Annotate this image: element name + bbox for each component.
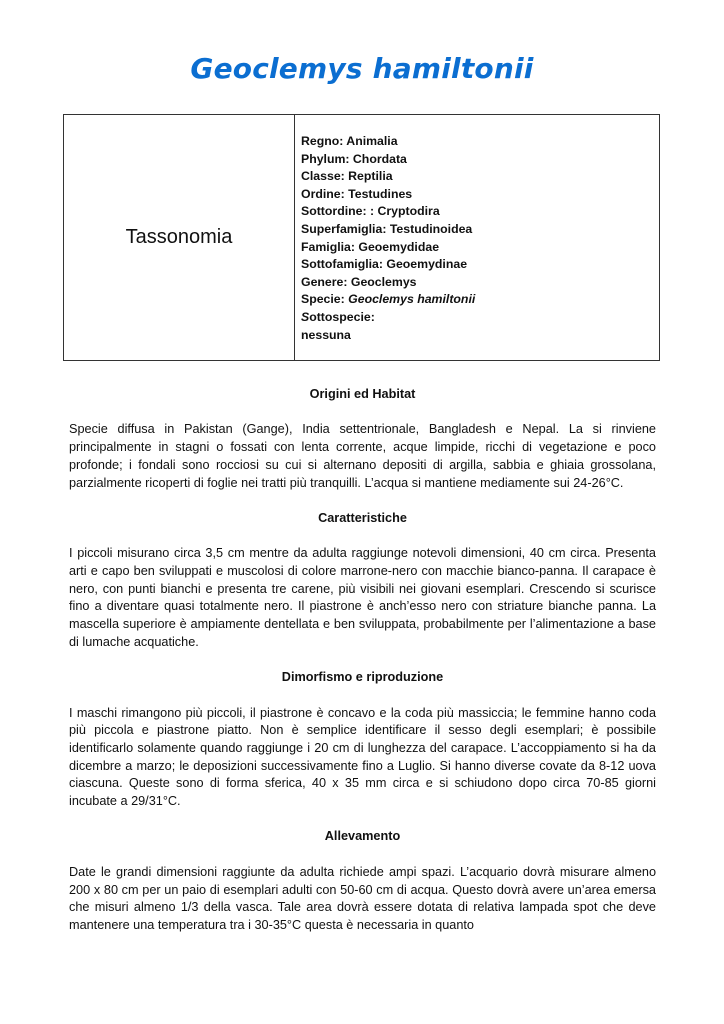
taxonomy-regno: Regno: Animalia xyxy=(301,134,398,148)
section-text-allevamento: Date le grandi dimensioni raggiunte da adulta richiede ampi spazi. L’acquario dovrà misurare almeno 200 x 80 cm per un paio di esemplari adulti con 50-60 cm di acqua. Questo dovrà avere un’area emersa che misuri almeno 1/3 della vasca. Tale area dovrà essere dotata di relativa lampada spot che deve mantenere una temperatura tra i 30-35°C questa è necessaria in quanto xyxy=(69,864,656,932)
taxonomy-superfamiglia: Superfamiglia: Testudinoidea xyxy=(301,221,473,236)
section-heading-allevamento: Allevamento xyxy=(324,829,401,844)
taxonomy-specie xyxy=(301,291,659,309)
taxonomy-sottordine: Sottordine: : Cryptodira xyxy=(301,204,440,219)
section-heading-origini: Origini ed Habitat xyxy=(309,387,416,401)
taxonomy-specie-value: Geoclemys hamiltonii xyxy=(348,292,476,307)
document-body xyxy=(69,386,656,952)
taxonomy-phylum: Phylum: Chordata xyxy=(301,151,407,166)
taxonomy-genere: Genere: Geoclemys xyxy=(301,274,417,289)
taxonomy-table xyxy=(63,114,660,361)
section-heading-dimorfismo: Dimorfismo e riproduzione xyxy=(281,670,444,685)
taxonomy-famiglia: Famiglia: Geoemydidae xyxy=(301,239,440,254)
taxonomy-sottospecie-value: nessuna xyxy=(301,327,351,342)
taxonomy-sottofamiglia: Sottofamiglia: Geoemydinae xyxy=(301,257,468,272)
taxonomy-sottospecie-label: ottospecie: xyxy=(309,309,375,324)
taxonomy-heading: Tassonomia xyxy=(64,115,295,360)
section-text-origini: Specie diffusa in Pakistan (Gange), India settentrionale, Bangladesh e Nepal. La si rinviene principalmente in stagni o fossati con lenta corrente, acque limpide, ricchi di vegetazione e poco profonde; i fondali sono rocciosi su cui si alternano depositi di argilla, sabbia e ghiaia grossolana, parzialmente ricoperti di foglie nei tratti più tranquilli. L’acqua si mantiene mediamente sui 24-26°C. xyxy=(69,422,656,490)
section-text-dimorfismo: I maschi rimangono più piccoli, il piastrone è concavo e la coda più massiccia; le femmine hanno coda più piccola e piastrone piatto. Non è semplice identificare il sesso degli esemplari; è possibile identificarlo solamente quando raggiunge i 20 cm di lunghezza del carapace. L’accoppiamento si ha da dicembre a marzo; le deposizioni successivamente fino a Luglio. Si hanno diverse covate da 8-12 uova ciascuna. Queste sono di forma sferica, 40 x 35 mm circa e si schiudono dopo circa 70-85 giorni incubate a 29/31°C. xyxy=(69,705,656,809)
taxonomy-ordine: Ordine: Testudines xyxy=(301,186,413,201)
page-title: Geoclemys hamiltonii xyxy=(190,52,534,85)
taxonomy-classe: Classe: Reptilia xyxy=(301,169,393,184)
section-text-caratteristiche: I piccoli misurano circa 3,5 cm mentre da adulta raggiunge notevoli dimensioni, 40 cm circa. Presenta arti e capo ben sviluppati e muscolosi di colore marrone-nero con macchie bianco-panna. Il carapace è nero, con punti bianchi e presenta tre carene, più visibili nei giovani esemplari. Crescendo si scurisce fino a diventare quasi totalmente nero. Il piastrone è anch’esso nero con striature bianche panna. La mascella superiore è ampiamente dentellata e ben sviluppata, probabilmente per l’alimentazione a base di lumache acquatiche. xyxy=(69,546,656,649)
taxonomy-specie-label: Specie: xyxy=(301,292,349,307)
taxonomy-sottospecie xyxy=(301,309,659,327)
taxonomy-list xyxy=(295,115,659,360)
taxonomy-sottospecie-initial: S xyxy=(301,309,310,324)
section-heading-caratteristiche: Caratteristiche xyxy=(318,510,407,525)
